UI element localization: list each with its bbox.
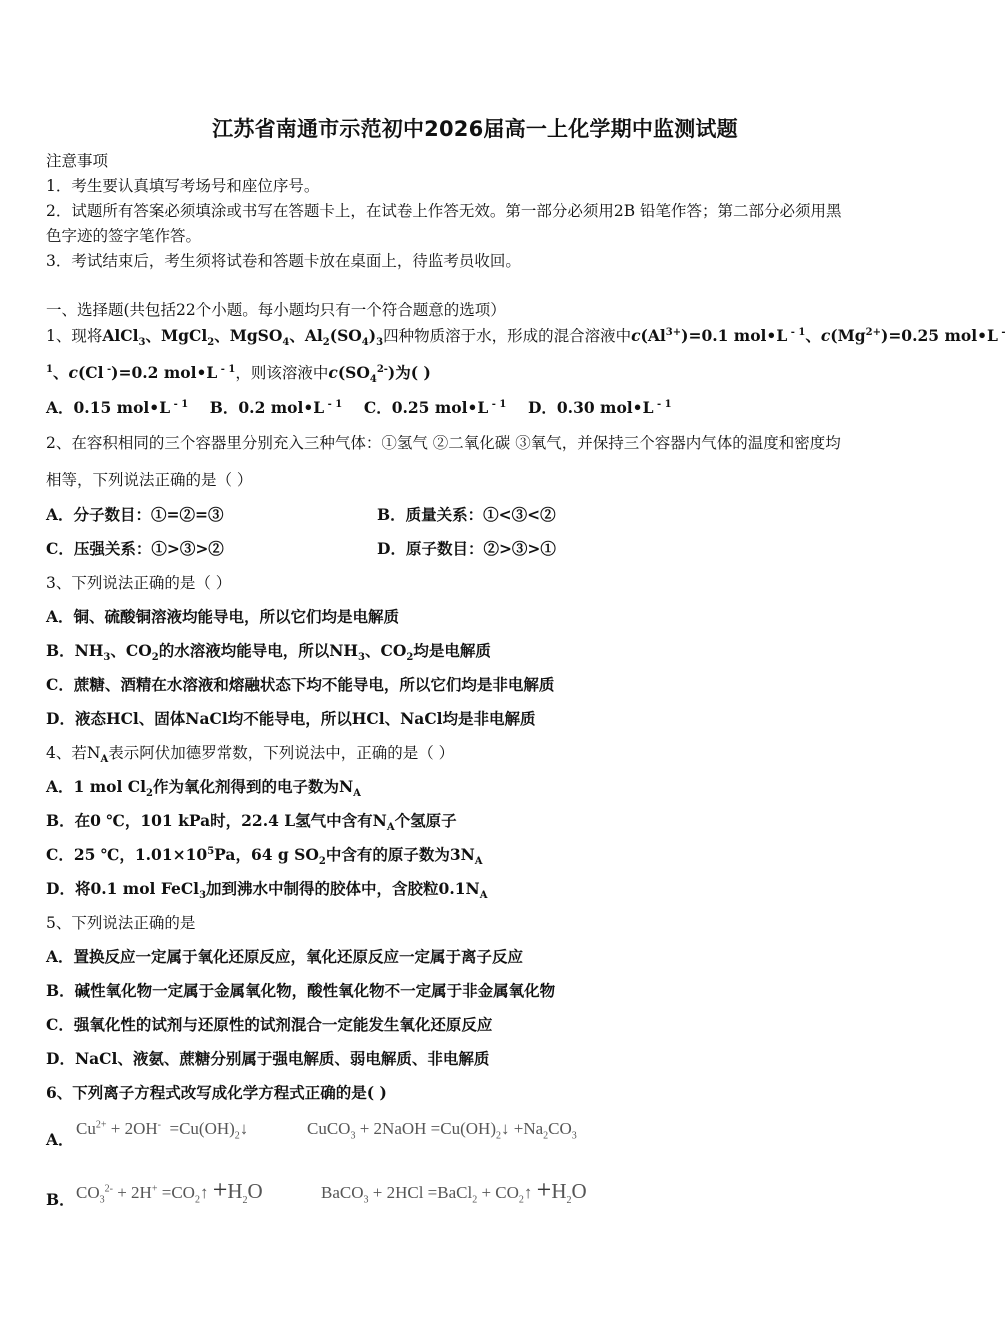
q1-option-d[interactable]: D．0.30 mol•L $^{- 1}$	[527, 398, 672, 417]
q2-option-d[interactable]: D．原子数目：②>③>①	[377, 539, 556, 558]
question-2-stem-line2: 相等，下列说法正确的是（ ）	[46, 471, 253, 489]
question-1-stem-line1: 1、现将AlCl$_3$、MgCl$_2$、MgSO$_4$、$Al_2(SO_4)_3$四种物质溶于水，形成的混合溶液中$c(Al^{3+})=0.1$ mol•L $^{- 1}$、$c(Mg^{2+})=0.25$ mol•L -	[46, 326, 1006, 349]
notice-item: 3．考试结束后，考生须将试卷和答题卡放在桌面上，待监考员收回。	[46, 252, 521, 270]
q6-option-b-ionic-equation: $CO_3^{2-} + 2H^+$ $=CO_2↑ +H_2O$	[76, 1175, 263, 1207]
q6-option-a-label[interactable]: A．	[46, 1130, 74, 1149]
q4-option-c[interactable]: C．25 ℃，$1.01\times 10^5Pa$，64 g $SO_2$中含有的原子数为$3N_A$	[46, 845, 483, 868]
question-6-stem: 6、下列离子方程式改写成化学方程式正确的是( )	[46, 1083, 387, 1102]
q6-option-a-ionic-equation: $Cu^{2+} + 2OH^-$ $=Cu(OH)_2↓$	[76, 1119, 249, 1142]
q2-option-b[interactable]: B．质量关系：①<③<②	[377, 505, 556, 524]
q3-option-c[interactable]: C．蔗糖、酒精在水溶液和熔融状态下均不能导电，所以它们均是非电解质	[46, 675, 555, 694]
q4-option-b[interactable]: B．在0 ℃，101 kPa时，22.4 L氢气中含有$N_A$个氢原子	[46, 811, 457, 834]
q2-option-a[interactable]: A．分子数目：①=②=③	[46, 505, 224, 524]
question-2-stem-line1: 2、在容积相同的三个容器里分别充入三种气体：①氢气 ②二氧化碳 ③氧气，并保持三个容器内气体的温度和密度均	[46, 434, 841, 452]
question-3-stem: 3、下列说法正确的是（ ）	[46, 574, 232, 592]
q6-option-a-chemical-equation: CuCO$_3$ + 2NaOH $=Cu(OH)_2↓ +Na_2CO_3$	[307, 1119, 577, 1142]
q1-option-c[interactable]: C．0.25 mol•L $^{- 1}$	[363, 398, 507, 417]
q4-option-d[interactable]: D．将0.1 mol FeCl$_3$加到沸水中制得的胶体中，含胶粒$0.1N_A$	[46, 879, 488, 902]
question-1-options	[46, 398, 672, 418]
q3-option-d[interactable]: D．液态HCl、固体NaCl均不能导电，所以HCl、NaCl均是非电解质	[46, 709, 536, 728]
q6-option-b-chemical-equation: BaCO$_3$ + 2HCl =BaCl$_2$ + $CO_2↑ +H_2O$	[321, 1175, 587, 1207]
question-5-stem: 5、下列说法正确的是	[46, 914, 196, 932]
q1-option-a[interactable]: A．0.15 mol•L $^{- 1}$	[46, 398, 189, 417]
q5-option-d[interactable]: D．NaCl、液氨、蔗糖分别属于强电解质、弱电解质、非电解质	[46, 1049, 490, 1068]
notice-item: 色字迹的签字笔作答。	[46, 227, 202, 245]
q5-option-c[interactable]: C．强氧化性的试剂与还原性的试剂混合一定能发生氧化还原反应	[46, 1015, 493, 1034]
q5-option-b[interactable]: B．碱性氧化物一定属于金属氧化物，酸性氧化物不一定属于非金属氧化物	[46, 981, 556, 1000]
notice-item: 1．考生要认真填写考场号和座位序号。	[46, 177, 320, 195]
q2-option-c[interactable]: C．压强关系：①>③>②	[46, 539, 224, 558]
page-title: 江苏省南通市示范初中2026届高一上化学期中监测试题	[212, 117, 738, 141]
q3-option-b[interactable]: B．$NH_3$、$CO_2$的水溶液均能导电，所以$NH_3$、$CO_2$均是电解质	[46, 641, 491, 664]
q4-option-a[interactable]: A．1 mol $Cl_2$作为氧化剂得到的电子数为$N_A$	[46, 777, 361, 800]
question-1-stem-line2: $^1$、c(Cl -)=0.2 mol•L $^{- 1}$，则该溶液中$c(SO_4^{2-})$为( )	[46, 363, 431, 386]
q1-prefix: 1、现将	[46, 327, 103, 345]
q1-option-b[interactable]: B．0.2 mol•L $^{- 1}$	[209, 398, 343, 417]
q3-option-a[interactable]: A．铜、硫酸铜溶液均能导电，所以它们均是电解质	[46, 607, 400, 626]
section-heading: 一、选择题(共包括22个小题。每小题均只有一个符合题意的选项）	[46, 301, 506, 319]
notice-heading: 注意事项	[46, 152, 109, 170]
q5-option-a[interactable]: A．置换反应一定属于氧化还原反应，氧化还原反应一定属于离子反应	[46, 947, 524, 966]
question-4-stem: 4、若$N_A$表示阿伏加德罗常数，下列说法中，正确的是（ ）	[46, 744, 455, 766]
q6-option-b-label[interactable]: B．	[46, 1190, 75, 1209]
notice-item: 2．试题所有答案必须填涂或书写在答题卡上，在试卷上作答无效。第一部分必须用2B 铅笔作答；第二部分必须用黑	[46, 202, 842, 220]
